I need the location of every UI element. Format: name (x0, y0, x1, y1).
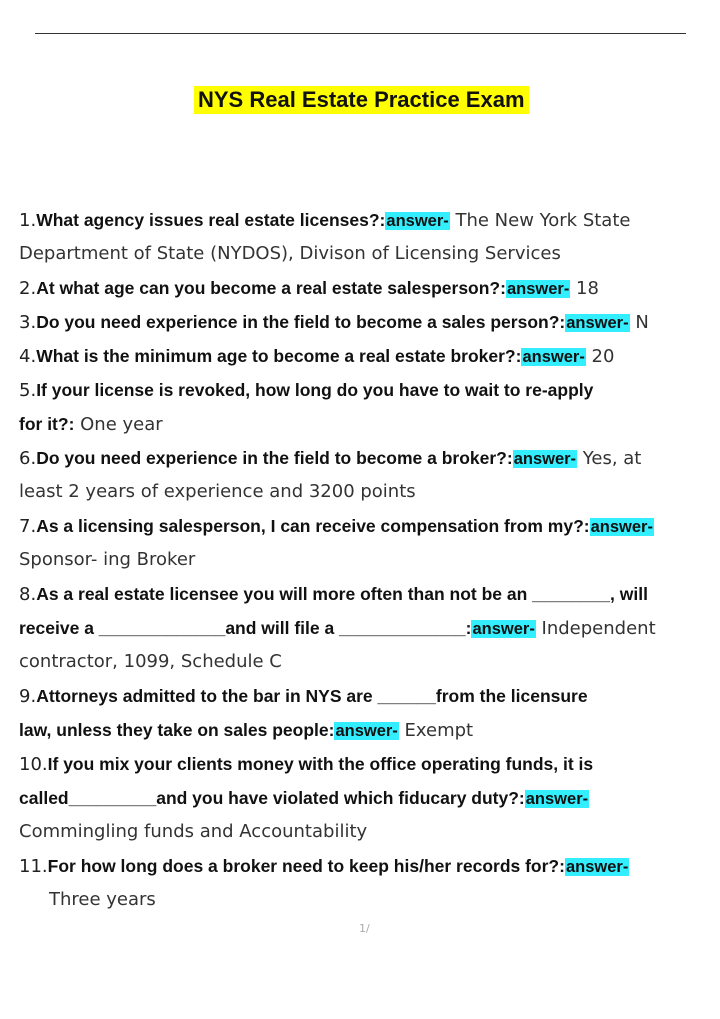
question-number: 10. (19, 754, 48, 775)
question-number: 6. (19, 448, 37, 469)
top-rule (35, 33, 686, 34)
document-line (19, 344, 614, 369)
question-text: If your license is revoked, how long do you have to wait to re-apply (36, 380, 594, 400)
document-line (19, 480, 416, 504)
document-line (49, 888, 156, 912)
answer-marker: answer- (565, 858, 629, 876)
document-line (19, 820, 367, 844)
document-line (19, 854, 629, 879)
question-text: receive a _____________and will file a _____________: (19, 618, 472, 638)
question-number: 11. (19, 856, 48, 877)
answer-marker: answer- (513, 450, 577, 468)
question-text: Do you need experience in the field to become a sales person?: (36, 312, 566, 332)
document-line (19, 684, 588, 709)
question-text: As a real estate licensee you will more often than not be an ________, will (36, 584, 648, 604)
answer-text: Sponsor- ing Broker (19, 549, 196, 570)
question-text: called_________and you have violated which fiducary duty?: (19, 788, 525, 808)
question-text: At what age can you become a real estate salesperson?: (36, 278, 506, 298)
question-number: 4. (19, 346, 37, 367)
document-line (19, 412, 163, 437)
answer-text: Department of State (NYDOS), Divison of Licensing Services (19, 243, 561, 264)
answer-text: 20 (585, 346, 615, 367)
page-title: NYS Real Estate Practice Exam (194, 86, 529, 114)
document-line (19, 276, 599, 301)
answer-text: 18 (570, 278, 599, 299)
question-text: What agency issues real estate licenses?: (36, 210, 386, 230)
answer-marker: answer- (522, 348, 585, 366)
document-line (19, 718, 473, 743)
document-line (19, 548, 195, 572)
answer-marker: answer- (525, 790, 589, 808)
document-line (19, 242, 561, 266)
answer-marker: answer- (472, 620, 535, 638)
document-line (19, 752, 593, 777)
document-line (19, 310, 649, 335)
answer-marker: answer- (590, 518, 653, 536)
answer-text: One year (74, 414, 163, 435)
answer-marker: answer- (566, 314, 629, 332)
answer-text: least 2 years of experience and 3200 points (19, 481, 416, 502)
question-text: As a licensing salesperson, I can receive compensation from my?: (36, 516, 590, 536)
document-line (19, 616, 656, 641)
answer-text: Three years (49, 889, 156, 910)
answer-marker: answer- (386, 212, 449, 230)
question-number: 9. (19, 686, 37, 707)
answer-marker: answer- (335, 722, 398, 740)
question-number: 8. (19, 584, 37, 605)
question-number: 1. (19, 210, 37, 231)
question-text: If you mix your clients money with the office operating funds, it is (47, 754, 594, 774)
document-line (19, 208, 630, 233)
document-line (19, 446, 641, 471)
question-number: 3. (19, 312, 37, 333)
document-line (19, 786, 589, 811)
question-number: 5. (19, 380, 37, 401)
answer-text: Independent (535, 618, 656, 639)
question-text: For how long does a broker need to keep his/her records for?: (47, 856, 565, 876)
page-number: 1/ (359, 922, 370, 935)
answer-text: The New York State (449, 210, 631, 231)
question-text: Attorneys admitted to the bar in NYS are ______from the licensure (36, 686, 588, 706)
answer-text: Commingling funds and Accountability (19, 821, 368, 842)
answer-text: Yes, at (577, 448, 642, 469)
question-text: for it?: (19, 414, 75, 434)
document-line (19, 514, 654, 539)
question-text: law, unless they take on sales people: (19, 720, 335, 740)
answer-text: contractor, 1099, Schedule C (19, 651, 282, 672)
document-line (19, 650, 282, 674)
question-number: 7. (19, 516, 37, 537)
answer-text: N (629, 312, 649, 333)
answer-text: Exempt (398, 720, 474, 741)
question-text: What is the minimum age to become a real estate broker?: (36, 346, 522, 366)
question-text: Do you need experience in the field to become a broker?: (36, 448, 513, 468)
question-number: 2. (19, 278, 37, 299)
answer-marker: answer- (506, 280, 570, 298)
document-line (19, 378, 593, 403)
document-line (19, 582, 648, 607)
